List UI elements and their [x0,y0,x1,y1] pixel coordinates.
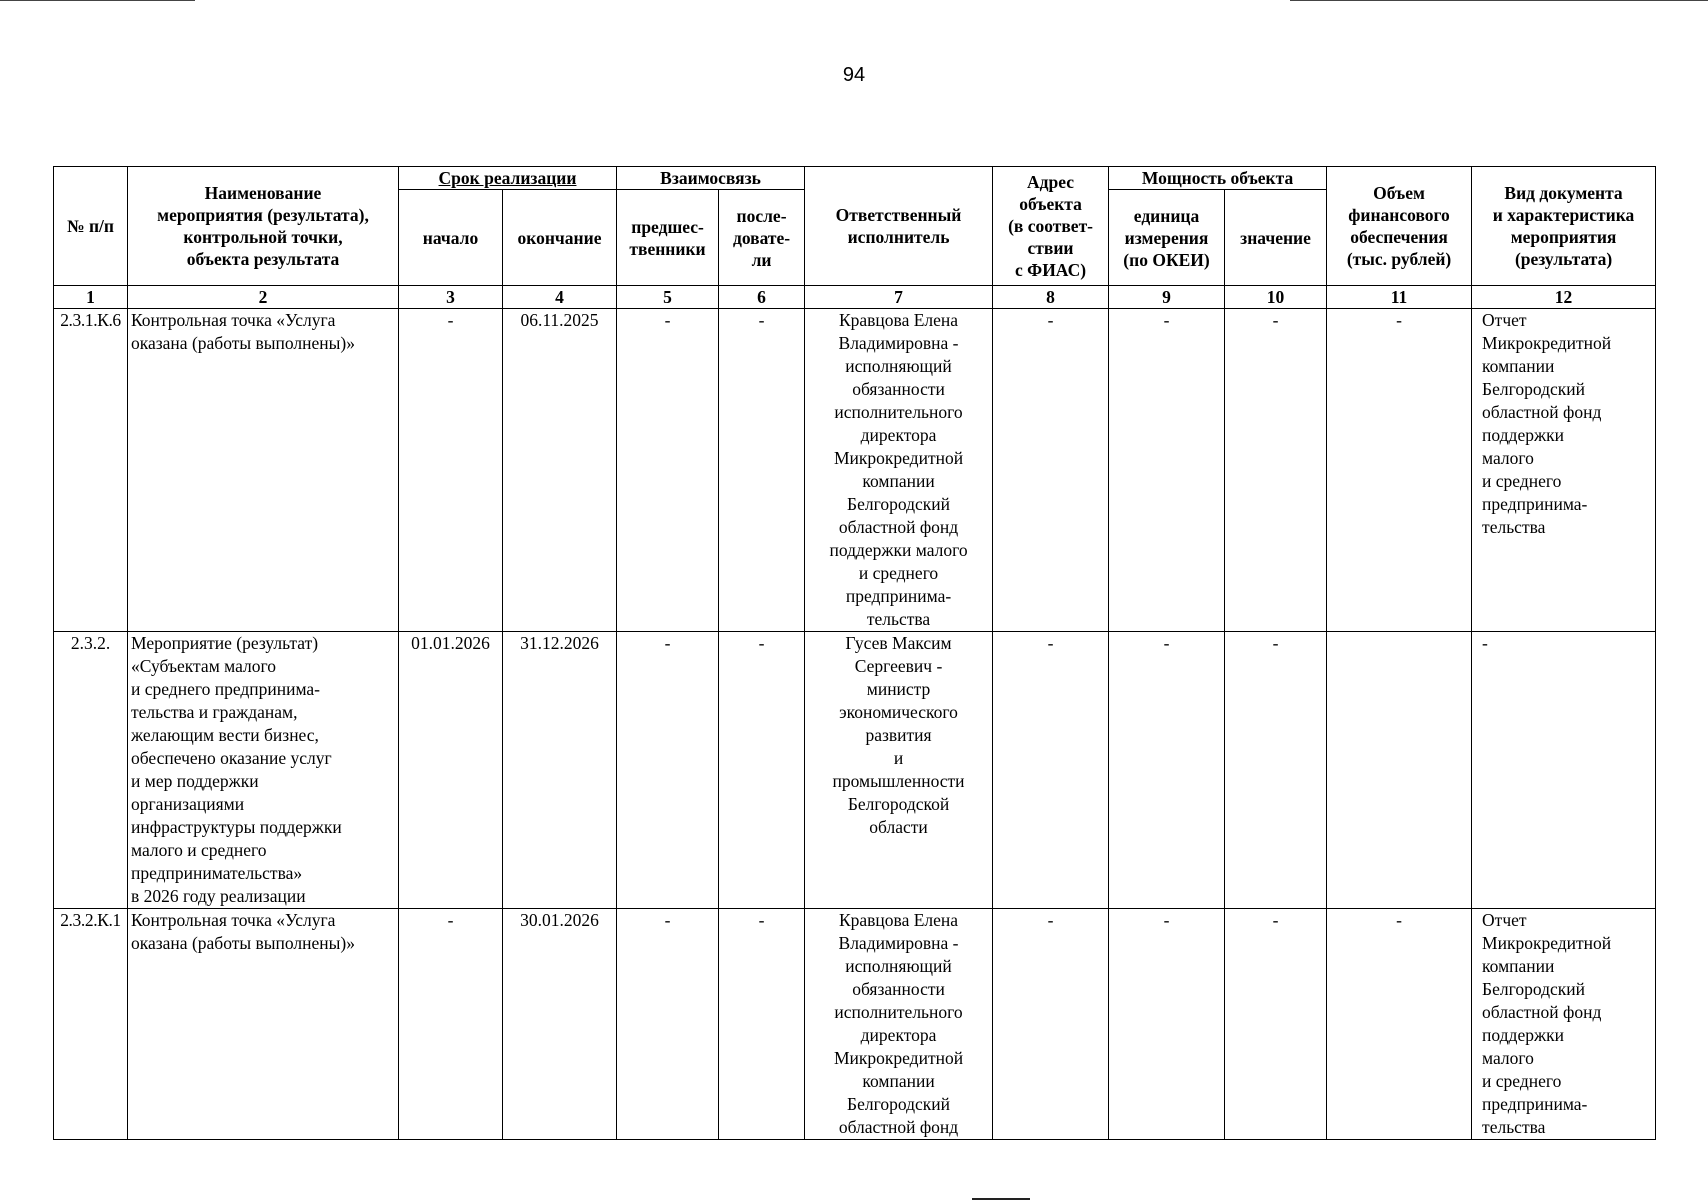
row-start: 01.01.2026 [399,632,503,909]
header-predecessors: предшес- твенники [617,190,719,286]
row-end: 30.01.2026 [503,909,617,1140]
header-address: Адрес объекта (в соответ- ствии с ФИАС) [993,167,1109,286]
row-successors: - [719,309,805,632]
column-number: 12 [1472,286,1656,309]
row-responsible: Гусев Максим Сергеевич - министр экономического развития и промышленности Белгородской области [805,632,993,909]
column-number-row [54,286,1656,309]
plan-table [53,166,1656,1140]
table-row [54,909,1656,1140]
header-capacity-group: Мощность объекта [1109,167,1327,190]
row-document: - [1472,632,1656,909]
header-responsible: Ответственный исполнитель [805,167,993,286]
row-predecessors: - [617,909,719,1140]
row-value: - [1225,632,1327,909]
page-number: 94 [842,64,866,86]
row-start: - [399,909,503,1140]
row-value: - [1225,909,1327,1140]
column-number: 11 [1327,286,1472,309]
row-successors: - [719,909,805,1140]
column-number: 6 [719,286,805,309]
row-finance: - [1327,909,1472,1140]
row-name: Контрольная точка «Услуга оказана (работы выполнены)» [128,909,399,1140]
column-number: 5 [617,286,719,309]
column-number: 1 [54,286,128,309]
row-end: 06.11.2025 [503,309,617,632]
row-number: 2.3.1.К.6 [54,309,128,632]
row-end: 31.12.2026 [503,632,617,909]
header-unit: единица измерения (по ОКЕИ) [1109,190,1225,286]
column-number: 4 [503,286,617,309]
header-value: значение [1225,190,1327,286]
row-start: - [399,309,503,632]
column-number: 7 [805,286,993,309]
column-number: 8 [993,286,1109,309]
table-row [54,632,1656,909]
column-number: 2 [128,286,399,309]
row-document: Отчет Микрокредитной компании Белгородский областной фонд поддержки малого и среднего предпринима- тельства [1472,309,1656,632]
top-edge-rule-right [1290,0,1708,1]
row-unit: - [1109,632,1225,909]
row-responsible: Кравцова Елена Владимировна - исполняющий обязанности исполнительного директора Микрокредитной компании Белгородский областной фонд поддержки малого и среднего предпринима- тельства [805,309,993,632]
row-successors: - [719,632,805,909]
row-unit: - [1109,309,1225,632]
row-responsible: Кравцова Елена Владимировна - исполняющий обязанности исполнительного директора Микрокредитной компании Белгородский областной фонд [805,909,993,1140]
row-address: - [993,632,1109,909]
row-address: - [993,909,1109,1140]
row-value: - [1225,309,1327,632]
header-row-top [54,167,1656,190]
row-document: Отчет Микрокредитной компании Белгородский областной фонд поддержки малого и среднего предпринима- тельства [1472,909,1656,1140]
row-finance: - [1327,309,1472,632]
header-successors: после- довате- ли [719,190,805,286]
row-name: Контрольная точка «Услуга оказана (работы выполнены)» [128,309,399,632]
top-edge-rule-left [0,0,195,1]
row-predecessors: - [617,309,719,632]
row-name: Мероприятие (результат) «Субъектам малого и среднего предпринима- тельства и гражданам, желающим вести бизнес, обеспечено оказание услуг и мер поддержки организациями инфраструктуры поддержки малого и среднего предпринимательства» в 2026 году реализации [128,632,399,909]
row-finance [1327,632,1472,909]
table-row [54,309,1656,632]
row-unit: - [1109,909,1225,1140]
header-num: № п/п [54,167,128,286]
header-end: окончание [503,190,617,286]
column-number: 9 [1109,286,1225,309]
header-link-group: Взаимосвязь [617,167,805,190]
column-number: 10 [1225,286,1327,309]
column-number: 3 [399,286,503,309]
row-number: 2.3.2.К.1 [54,909,128,1140]
row-predecessors: - [617,632,719,909]
header-period-group: Срок реализации [399,167,617,190]
header-document: Вид документа и характеристика мероприятия (результата) [1472,167,1656,286]
row-number: 2.3.2. [54,632,128,909]
header-finance: Объем финансового обеспечения (тыс. рублей) [1327,167,1472,286]
header-name: Наименование мероприятия (результата), контрольной точки, объекта результата [128,167,399,286]
header-start: начало [399,190,503,286]
row-address: - [993,309,1109,632]
